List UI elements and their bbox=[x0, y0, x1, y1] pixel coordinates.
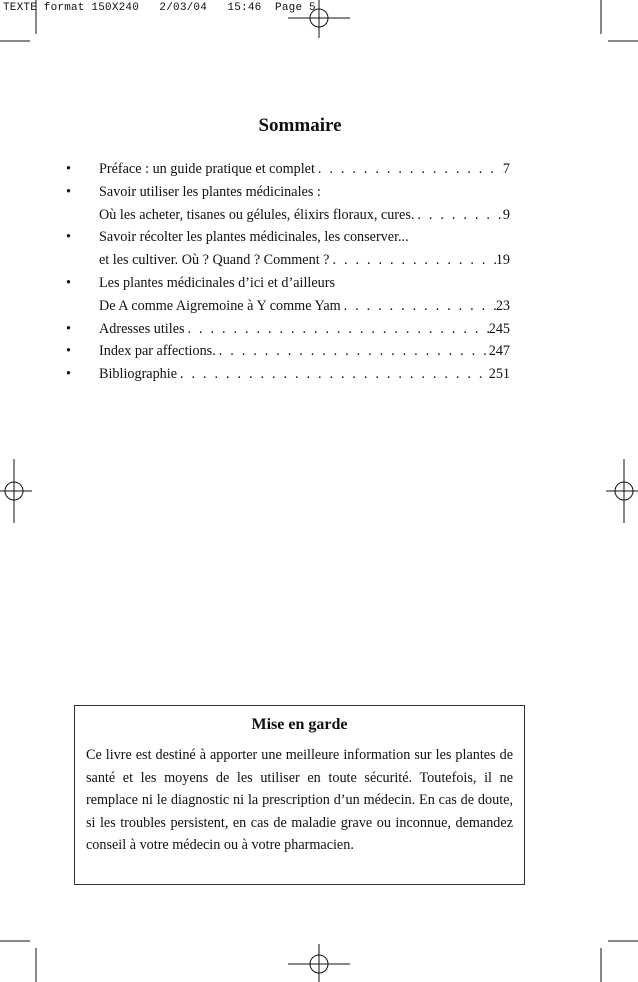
dot-leader bbox=[177, 363, 489, 386]
toc-entry-text: Adresses utiles bbox=[99, 320, 185, 337]
dot-leader bbox=[315, 158, 503, 181]
dot-leader bbox=[341, 295, 496, 318]
toc-line bbox=[66, 158, 510, 181]
toc-page-number: 251 bbox=[488, 366, 510, 383]
bullet: • bbox=[66, 320, 71, 337]
dot-leader bbox=[329, 249, 495, 272]
toc-entry-text: Où les acheter, tisanes ou gélules, élixirs floraux, cures. bbox=[99, 206, 415, 223]
toc-entry-text: De A comme Aigremoine à Y comme Yam bbox=[99, 297, 341, 314]
toc-entry-text: Préface : un guide pratique et complet bbox=[99, 161, 315, 177]
toc-item-preface bbox=[66, 158, 510, 181]
toc-entry-text: Savoir récolter les plantes médicinales, les conserver... bbox=[99, 229, 409, 246]
toc-item-adresses bbox=[66, 318, 510, 341]
toc-page-number: 245 bbox=[488, 320, 510, 337]
dot-leader bbox=[414, 204, 503, 227]
registration-mark-bottom bbox=[288, 944, 350, 982]
toc-entry-text: Savoir utiliser les plantes médicinales : bbox=[99, 183, 321, 200]
bullet: • bbox=[66, 274, 71, 291]
registration-mark-left bbox=[0, 459, 32, 523]
bullet: • bbox=[66, 229, 71, 246]
toc-line bbox=[66, 249, 510, 272]
toc-page-number: 19 bbox=[495, 252, 510, 269]
toc-line bbox=[66, 204, 510, 227]
toc-line bbox=[66, 318, 510, 341]
print-slug: TEXTE format 150X240 2/03/04 15:46 Page 5 bbox=[3, 2, 316, 14]
warning-title: Mise en garde bbox=[251, 716, 348, 733]
bullet: • bbox=[66, 366, 71, 383]
toc-item-plantes bbox=[66, 272, 510, 318]
toc-page-number: 9 bbox=[502, 206, 510, 223]
page-title: Sommaire bbox=[258, 115, 342, 136]
toc-line bbox=[66, 181, 510, 204]
toc-page-number: 23 bbox=[495, 297, 510, 314]
registration-mark-right bbox=[606, 459, 638, 523]
warning-body: Ce livre est destiné à apporter une meilleure information sur les plantes de santé et les moyens de les utiliser en toute sécurité. Toutefois, il ne remplace ni le diagnostic ni la prescription d’un médecin. En cas de doute, si les troubles persistent, en cas de maladie grave ou inconnue, demandez conseil à votre médecin ou à votre pharmacien. bbox=[86, 747, 513, 853]
bullet: • bbox=[66, 183, 71, 200]
toc-item-bibliographie bbox=[66, 363, 510, 386]
toc-entry-text: Les plantes médicinales d’ici et d’ailleurs bbox=[99, 274, 335, 291]
dot-leader bbox=[216, 340, 489, 363]
table-of-contents bbox=[66, 158, 510, 386]
toc-entry-text: Bibliographie bbox=[99, 366, 178, 383]
toc-line bbox=[66, 295, 510, 318]
bullet: • bbox=[66, 161, 71, 177]
toc-line bbox=[66, 363, 510, 386]
toc-line bbox=[66, 272, 510, 295]
dot-leader bbox=[185, 318, 489, 341]
toc-line bbox=[66, 340, 510, 363]
toc-item-utiliser bbox=[66, 181, 510, 227]
bullet: • bbox=[66, 343, 71, 360]
toc-item-index bbox=[66, 340, 510, 363]
toc-item-recolter bbox=[66, 226, 510, 272]
toc-page-number: 7 bbox=[502, 161, 510, 177]
warning-box bbox=[74, 705, 525, 885]
registration-mark-top bbox=[288, 0, 350, 38]
toc-entry-text: et les cultiver. Où ? Quand ? Comment ? bbox=[99, 252, 330, 269]
toc-entry-text: Index par affections. bbox=[99, 343, 216, 360]
toc-line bbox=[66, 226, 510, 249]
toc-page-number: 247 bbox=[488, 343, 510, 360]
